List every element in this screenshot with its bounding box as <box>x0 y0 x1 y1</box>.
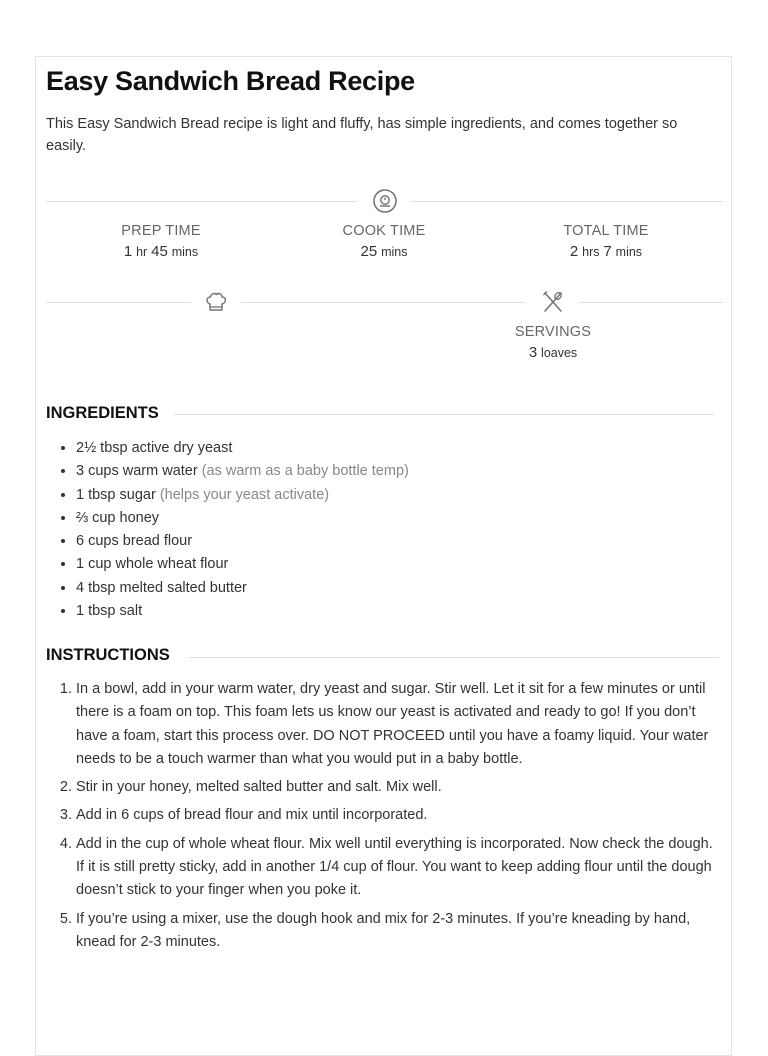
instruction-step: 1. In a bowl, add in your warm water, dry yeast and sugar. Stir well. Let it sit for a few minutes or until there is a foam on top. This foam lets us know our yeast is activated and ready to go! If you don’t have a foam, start this process over. DO NOT PROCEED until you have a foamy liquid. Your water needs to be a touch warmer than what you would put in a baby bottle. <box>76 678 724 771</box>
instructions-list <box>46 678 724 959</box>
recipe-course-servings <box>46 289 723 369</box>
divider <box>189 657 719 658</box>
ingredient-item: • 1 tbsp salt <box>76 600 716 623</box>
instructions-heading: INSTRUCTIONS <box>46 646 170 664</box>
divider <box>46 201 358 202</box>
servings-value: 3 loaves <box>528 344 578 361</box>
ingredient-item: • ⅔ cup honey <box>76 507 716 530</box>
divider <box>46 302 191 303</box>
ingredients-heading: INGREDIENTS <box>46 404 159 422</box>
recipe-summary: This Easy Sandwich Bread recipe is light and fluffy, has simple ingredients, and comes together so easily. <box>46 116 678 154</box>
instruction-step: 4. Add in the cup of whole wheat flour. Mix well until everything is incorporated. Now check the dough. If it is still pretty sticky, add in another 1/4 cup of flour. You want to keep adding flour until the dough doesn’t stick to your finger when you poke it. <box>76 833 724 903</box>
divider <box>241 302 526 303</box>
servings-label: SERVINGS <box>514 324 592 340</box>
instruction-step: 3. Add in 6 cups of bread flour and mix until incorporated. <box>76 804 724 827</box>
divider <box>174 414 714 415</box>
ingredient-item: • 2½ tbsp active dry yeast <box>76 437 716 460</box>
cook-time-label: COOK TIME <box>342 223 426 239</box>
total-time-label: TOTAL TIME <box>563 223 649 239</box>
ingredients-list <box>46 437 716 623</box>
cook-time-value: 25 mins <box>360 243 408 260</box>
ingredient-item: • 6 cups bread flour <box>76 530 716 553</box>
instruction-step: 2. Stir in your honey, melted salted butter and salt. Mix well. <box>76 776 724 799</box>
ingredient-item: • 3 cups warm water (as warm as a baby bottle temp) <box>76 460 716 483</box>
divider <box>411 201 723 202</box>
prep-time-label: PREP TIME <box>121 223 201 239</box>
chef-hat-icon <box>203 289 229 315</box>
recipe-title: Easy Sandwich Bread Recipe <box>46 66 415 96</box>
total-time <box>506 223 706 260</box>
utensils-icon <box>540 289 566 315</box>
ingredient-item: • 1 tbsp sugar (helps your yeast activate) <box>76 484 716 507</box>
prep-time-value: 1 hr 45 mins <box>123 243 199 260</box>
instruction-step: 5. If you’re using a mixer, use the dough hook and mix for 2-3 minutes. If you’re kneading by hand, knead for 2-3 minutes. <box>76 908 724 955</box>
recipe-times <box>46 188 723 278</box>
prep-time <box>61 223 261 260</box>
servings <box>453 324 653 361</box>
cook-time <box>284 223 484 260</box>
total-time-value: 2 hrs 7 mins <box>569 243 643 260</box>
ingredient-item: • 1 cup whole wheat flour <box>76 553 716 576</box>
divider <box>578 302 723 303</box>
timer-icon <box>372 188 398 214</box>
ingredient-item: • 4 tbsp melted salted butter <box>76 577 716 600</box>
recipe-card <box>35 56 732 1056</box>
